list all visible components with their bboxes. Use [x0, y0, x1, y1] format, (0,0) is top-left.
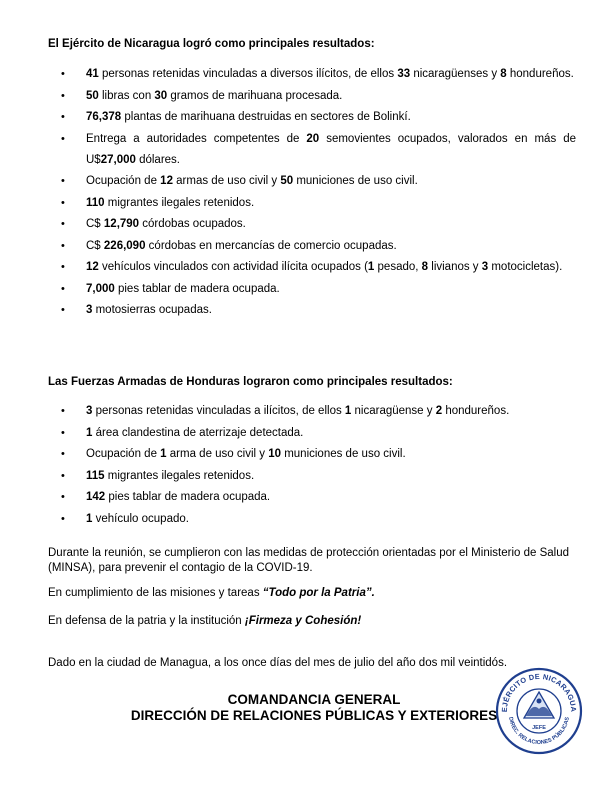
item-text: Entrega a autoridades competentes de	[86, 132, 307, 145]
item-value: 8	[500, 68, 507, 80]
item-text: C$	[86, 218, 104, 230]
bullet-marker: •	[61, 282, 65, 295]
bullet-marker: •	[61, 405, 65, 417]
item-text: hondureños.	[442, 405, 510, 417]
item-value: 20	[306, 132, 320, 145]
item-text: arma de uso civil y	[166, 448, 269, 460]
item-value: 50	[280, 175, 294, 187]
item-text: municiones de uso civil.	[293, 175, 418, 187]
bullet-marker: •	[61, 426, 65, 439]
mission-motto: “Todo por la Patria”.	[262, 587, 375, 599]
list-item	[48, 86, 576, 107]
bullet-marker: •	[61, 512, 65, 525]
item-value: 1	[160, 448, 167, 460]
item-value: 8	[421, 261, 429, 273]
list-item	[48, 487, 576, 508]
list-item	[48, 423, 576, 444]
bullet-marker: •	[61, 175, 65, 187]
heading-nicaragua: El Ejército de Nicaragua logró como principales resultados:	[48, 38, 375, 50]
item-text: área clandestina de aterrizaje detectada.	[92, 426, 304, 439]
bullet-marker: •	[61, 261, 65, 273]
bullet-marker: •	[61, 68, 65, 80]
bullet-marker: •	[61, 218, 65, 230]
item-value: 3	[86, 405, 93, 417]
list-item	[48, 401, 576, 422]
heading-honduras: Las Fuerzas Armadas de Honduras lograron como principales resultados:	[48, 376, 453, 388]
paragraph-defense	[48, 614, 578, 629]
item-value: 41	[86, 68, 99, 80]
item-value: 110	[86, 196, 105, 209]
item-value: 27,000	[100, 153, 136, 166]
item-value: 1	[344, 405, 352, 417]
item-text: plantas de marihuana destruidas en sectores de Bolinkí.	[121, 111, 411, 123]
list-item	[48, 509, 576, 530]
bullet-marker: •	[61, 239, 65, 252]
item-text: personas retenidas vinculadas a diversos ilícitos, de ellos	[98, 68, 398, 80]
item-value: 3	[86, 304, 93, 316]
item-text: semovientes ocupados, valorados en más de U$	[86, 132, 576, 166]
seal-bottom-text	[507, 716, 571, 746]
item-text: migrantes ilegales retenidos.	[104, 196, 255, 209]
item-text: vehículo ocupado.	[92, 512, 189, 525]
item-text: personas retenidas vinculadas a ilícitos, de ellos	[92, 405, 345, 417]
list-item	[48, 64, 576, 85]
item-text: vehículos vinculados con actividad ilícita ocupados (	[98, 261, 368, 273]
item-text: migrantes ilegales retenidos.	[104, 469, 255, 482]
item-text: pesado,	[374, 261, 422, 273]
defense-prefix: En defensa de la patria y la institución	[48, 615, 245, 627]
paragraph-dated: Dado en la ciudad de Managua, a los once días del mes de julio del año dos mil veintidós.	[48, 657, 508, 669]
seal-top-textpath: EJÉRCITO DE NICARAGUA	[499, 671, 579, 713]
item-text: C$	[86, 239, 104, 252]
item-text: córdobas ocupados.	[139, 218, 246, 230]
list-nicaragua	[48, 64, 576, 322]
item-text: motocicletas).	[488, 261, 563, 273]
item-value: 115	[86, 469, 105, 482]
item-value: 10	[268, 448, 281, 460]
item-value: 12,790	[103, 218, 140, 230]
item-text: gramos de marihuana procesada.	[167, 89, 343, 102]
bullet-marker: •	[61, 469, 65, 482]
item-value: 12	[86, 261, 99, 273]
bullet-marker: •	[61, 111, 65, 123]
list-item	[48, 257, 576, 278]
list-item	[48, 466, 576, 487]
item-value: 1	[367, 261, 375, 273]
defense-motto: ¡Firmeza y Cohesión!	[244, 615, 362, 627]
item-value: 7,000	[86, 282, 115, 295]
item-value: 1	[86, 512, 93, 525]
item-text: armas de uso civil y	[172, 175, 281, 187]
signature-line-1: COMANDANCIA GENERAL	[227, 692, 401, 707]
item-text: libras con	[98, 89, 155, 102]
bullet-marker: •	[61, 132, 65, 145]
seal-bottom-textpath: DIREC. RELACIONES PÚBLICAS	[507, 716, 571, 747]
seal-sun-emblem	[537, 699, 542, 704]
item-text: pies tablar de madera ocupada.	[105, 491, 271, 503]
paragraph-mission	[48, 586, 578, 601]
list-item	[48, 214, 576, 235]
item-text: nicaragüenses y	[410, 68, 501, 80]
item-text: dólares.	[135, 153, 180, 166]
list-item	[48, 107, 576, 128]
bullet-marker: •	[61, 448, 65, 460]
item-value: 30	[154, 89, 168, 102]
item-text: nicaragüense y	[351, 405, 436, 417]
list-item	[48, 444, 576, 465]
item-value: 3	[481, 261, 489, 273]
bullet-marker: •	[61, 304, 65, 316]
item-value: 1	[86, 426, 93, 439]
item-value: 12	[160, 175, 173, 187]
list-item	[48, 193, 576, 214]
list-item	[48, 171, 576, 192]
list-honduras	[48, 401, 576, 530]
list-item	[48, 300, 576, 321]
bullet-marker: •	[61, 89, 65, 102]
item-value: 50	[86, 89, 99, 102]
list-item	[48, 279, 576, 300]
item-text: hondureños.	[506, 68, 574, 80]
bullet-marker: •	[61, 196, 65, 209]
seal-center-text: JEFE	[532, 725, 546, 731]
item-text: pies tablar de madera ocupada.	[114, 282, 280, 295]
item-value: 226,090	[103, 239, 146, 252]
paragraph-reunion: Durante la reunión, se cumplieron con las medidas de protección orientadas por el Ministerio de Salud (MINSA), para prevenir el contagio de la COVID-19.	[48, 547, 569, 574]
item-text: livianos y	[428, 261, 482, 273]
item-value: 33	[397, 68, 411, 80]
signature-line-2: DIRECCIÓN DE RELACIONES PÚBLICAS Y EXTERIORES	[130, 708, 498, 723]
item-value: 142	[86, 491, 106, 503]
item-text: motosierras ocupadas.	[92, 304, 212, 316]
list-item	[48, 236, 576, 257]
mission-prefix: En cumplimiento de las misiones y tareas	[48, 587, 263, 599]
item-value: 2	[435, 405, 443, 417]
item-text: Ocupación de	[86, 175, 161, 187]
item-text: córdobas en mercancías de comercio ocupadas.	[145, 239, 397, 252]
item-text: Ocupación de	[86, 448, 161, 460]
item-value: 76,378	[86, 111, 122, 123]
official-seal-stamp	[494, 666, 584, 756]
list-item	[48, 129, 576, 171]
bullet-marker: •	[61, 491, 65, 503]
item-text: municiones de uso civil.	[281, 448, 406, 460]
signature-block	[104, 692, 524, 724]
